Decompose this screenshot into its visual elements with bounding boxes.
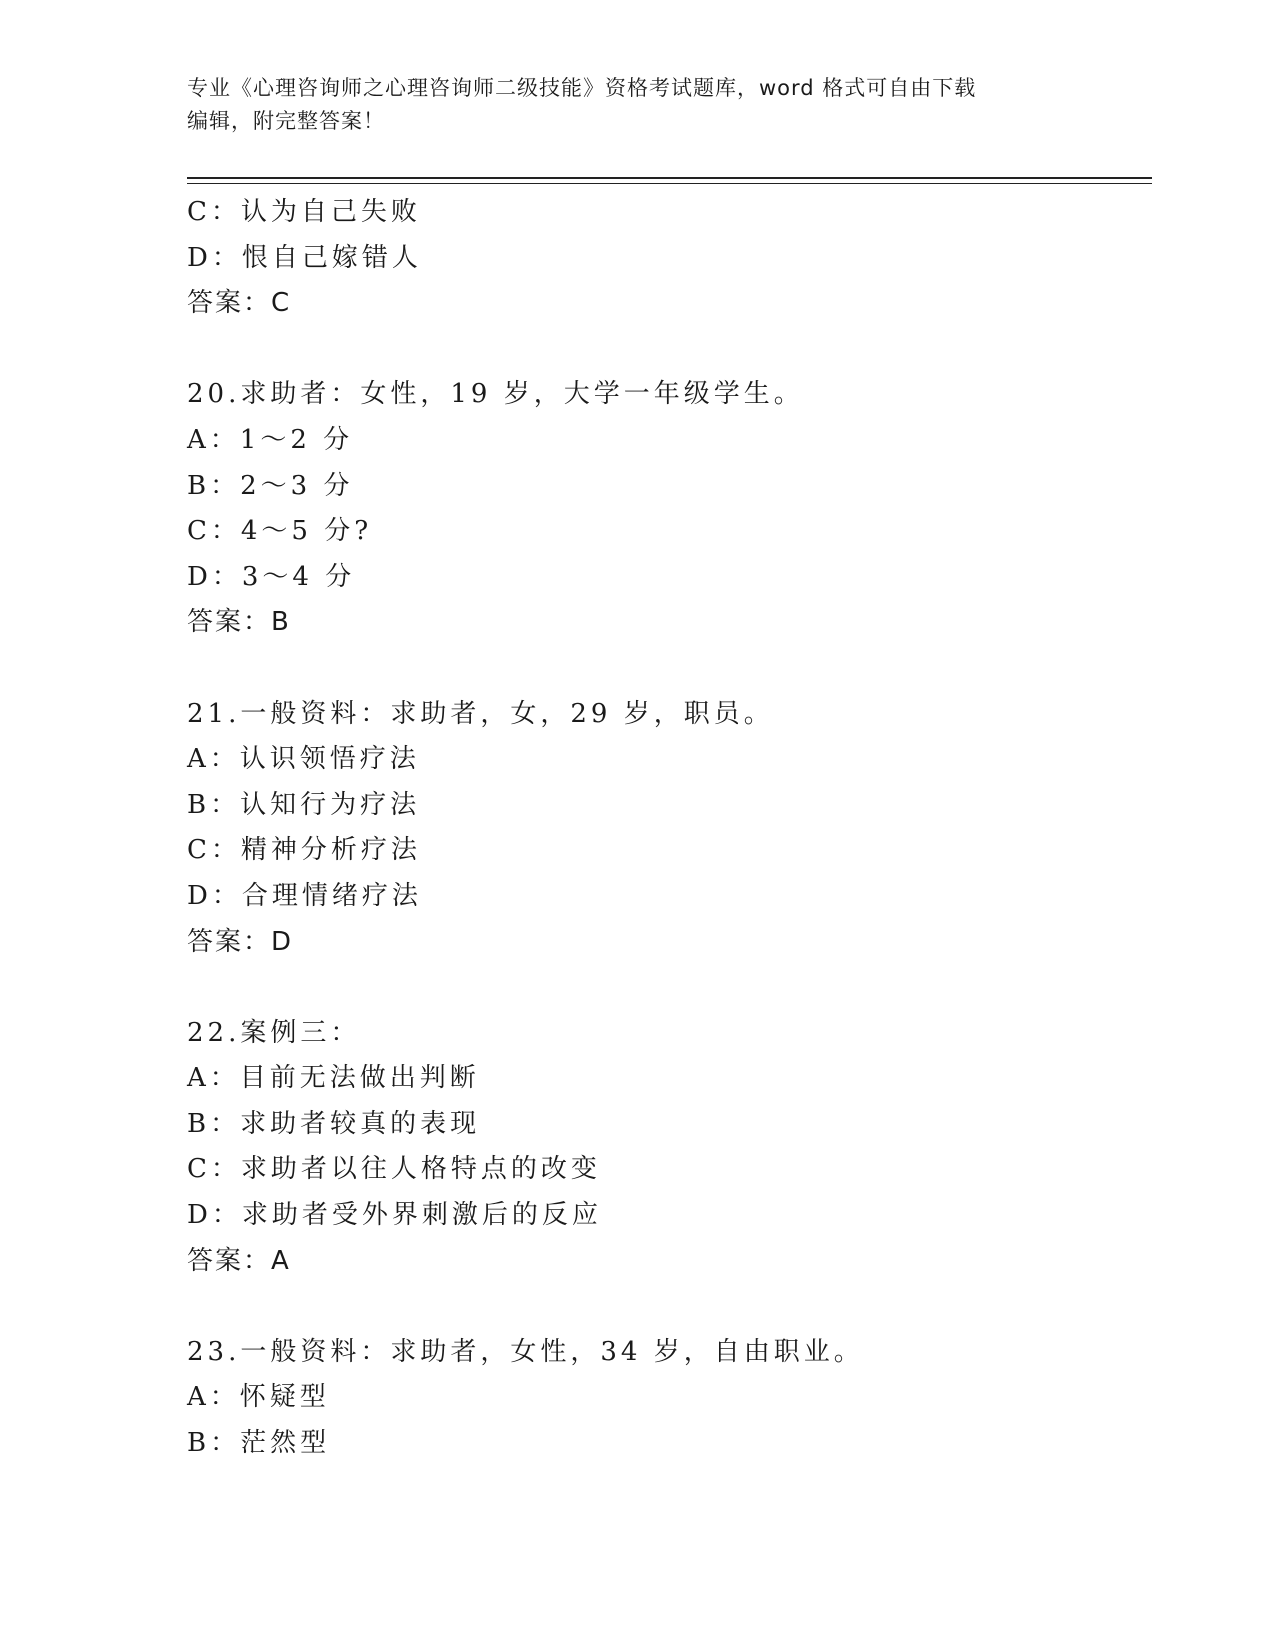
option-d: D：求助者受外界刺激后的反应 [187, 1200, 602, 1231]
option-a: A：目前无法做出判断 [187, 1063, 480, 1094]
question-stem: 22.案例三： [187, 1017, 361, 1048]
option-c: C：4～5 分? [187, 516, 373, 547]
header-line-1: 专业《心理咨询师之心理咨询师二级技能》资格考试题库，word 格式可自由下载 [187, 76, 977, 100]
question-block-21 [187, 692, 1152, 966]
spacer [187, 1284, 1152, 1330]
answer-line: 答案：C [187, 288, 292, 319]
question-block-22 [187, 1011, 1152, 1285]
option-b: B：茫然型 [187, 1428, 331, 1459]
option-d: D：3～4 分 [187, 561, 356, 592]
document-header [187, 72, 1087, 138]
question-list [187, 190, 1152, 1467]
header-line-2: 编辑，附完整答案！ [187, 109, 385, 133]
question-block-20 [187, 372, 1152, 646]
answer-line: 答案：B [187, 607, 291, 638]
answer-line: 答案：D [187, 926, 294, 957]
question-block-19 [187, 190, 1152, 327]
option-c: C：求助者以往人格特点的改变 [187, 1154, 601, 1185]
option-c: C：认为自己失败 [187, 197, 421, 227]
option-b: B：求助者较真的表现 [187, 1108, 481, 1139]
option-c: C：精神分析疗法 [187, 835, 421, 866]
option-b: B：2～3 分 [187, 470, 354, 501]
header-rule-thick [187, 177, 1152, 179]
question-stem: 21.一般资料：求助者，女，29 岁，职员。 [187, 698, 774, 729]
question-stem: 20.求助者：女性，19 岁，大学一年级学生。 [187, 379, 804, 410]
option-d: D：恨自己嫁错人 [187, 242, 422, 273]
answer-line: 答案：A [187, 1245, 291, 1276]
spacer [187, 965, 1152, 1011]
spacer [187, 327, 1152, 373]
spacer [187, 646, 1152, 692]
option-a: A：认识领悟疗法 [187, 744, 420, 775]
option-d: D：合理情绪疗法 [187, 880, 422, 911]
option-a: A：1～2 分 [187, 424, 354, 455]
question-block-23 [187, 1330, 1152, 1467]
question-stem: 23.一般资料：求助者，女性，34 岁，自由职业。 [187, 1336, 864, 1367]
header-rule-thin [187, 183, 1152, 184]
option-b: B：认知行为疗法 [187, 789, 421, 820]
option-a: A：怀疑型 [187, 1382, 330, 1413]
